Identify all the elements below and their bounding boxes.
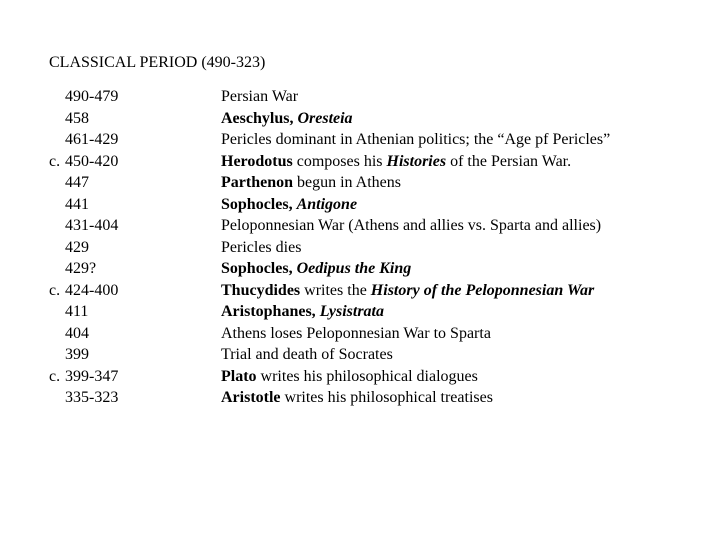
date-value: 458: [65, 109, 89, 127]
date-prefix: c.: [49, 367, 61, 385]
date-value: 429?: [65, 260, 97, 277]
timeline-event: [221, 237, 301, 259]
event-text: Aeschylus,: [221, 109, 298, 127]
event-text: composes his: [292, 152, 387, 170]
timeline-row: [0, 151, 720, 173]
timeline-event: [221, 258, 411, 280]
timeline-date: [49, 280, 139, 302]
date-value: 441: [65, 195, 89, 213]
timeline-row: [0, 280, 720, 302]
event-text: Antigone: [296, 195, 358, 213]
timeline-date: [49, 86, 139, 108]
event-text: Trial and death of Socrates: [221, 346, 393, 363]
event-text: Persian War: [221, 88, 299, 105]
timeline-event: [221, 215, 601, 237]
timeline-date: [49, 151, 139, 173]
event-text: begun in Athens: [293, 174, 401, 191]
event-text: Oedipus the King: [296, 260, 412, 277]
event-text: Pericles dominant in Athenian politics; the “Age pf Pericles”: [221, 131, 611, 148]
timeline-date: [49, 108, 139, 130]
timeline-row: [0, 129, 720, 151]
date-value: 431-404: [65, 217, 119, 234]
timeline-event: [221, 280, 594, 302]
date-value: 399-347: [65, 367, 119, 385]
timeline-date: [49, 301, 139, 323]
event-text: of the Persian War.: [446, 152, 572, 170]
timeline-date: [49, 258, 139, 280]
event-text: Plato: [221, 367, 257, 385]
date-value: 335-323: [65, 389, 119, 406]
timeline-event: [221, 129, 610, 151]
timeline-event: [221, 387, 493, 409]
timeline-row: [0, 237, 720, 259]
timeline-event: [221, 194, 357, 216]
timeline-row: [0, 344, 720, 366]
timeline-row: [0, 387, 720, 409]
timeline-row: [0, 258, 720, 280]
timeline-row: [0, 323, 720, 345]
timeline-date: [49, 366, 139, 388]
event-text: Aristotle: [221, 389, 281, 406]
timeline-date: [49, 215, 139, 237]
event-text: writes the: [300, 281, 371, 299]
timeline-event: [221, 366, 478, 388]
timeline-event: [221, 172, 401, 194]
timeline-row: [0, 215, 720, 237]
date-value: 424-400: [65, 281, 119, 299]
timeline-event: [221, 301, 384, 323]
timeline-date: [49, 129, 139, 151]
timeline-list: [0, 86, 720, 409]
date-value: 404: [65, 324, 89, 342]
date-value: 429: [65, 238, 89, 256]
event-text: Oresteia: [297, 109, 353, 127]
date-value: 447: [65, 174, 89, 191]
event-text: History of the Peloponnesian War: [370, 281, 595, 299]
timeline-event: [221, 344, 393, 366]
timeline-event: [221, 151, 571, 173]
timeline-date: [49, 387, 139, 409]
timeline-row: [0, 108, 720, 130]
timeline-row: [0, 86, 720, 108]
date-prefix: c.: [49, 152, 61, 170]
date-value: 399: [65, 346, 89, 363]
event-text: Histories: [386, 152, 447, 170]
timeline-date: [49, 172, 139, 194]
date-prefix: c.: [49, 281, 61, 299]
event-text: Aristophanes,: [221, 303, 320, 320]
timeline-row: [0, 172, 720, 194]
date-value: 450-420: [65, 152, 119, 170]
event-text: Pericles dies: [221, 238, 302, 256]
date-value: 490-479: [65, 88, 119, 105]
timeline-row: [0, 366, 720, 388]
event-text: Athens loses Peloponnesian War to Sparta: [221, 324, 491, 342]
timeline-event: [221, 323, 491, 345]
page-title: CLASSICAL PERIOD (490-323): [49, 54, 266, 71]
event-text: Lysistrata: [319, 303, 384, 320]
event-text: writes his philosophical dialogues: [256, 367, 478, 385]
date-value: 461-429: [65, 131, 119, 148]
event-text: Sophocles,: [221, 195, 297, 213]
event-text: Thucydides: [221, 281, 301, 299]
event-text: Parthenon: [221, 174, 293, 191]
timeline-row: [0, 194, 720, 216]
event-text: writes his philosophical treatises: [280, 389, 493, 406]
event-text: Herodotus: [221, 152, 293, 170]
timeline-date: [49, 323, 139, 345]
timeline-event: [221, 86, 298, 108]
date-value: 411: [65, 303, 89, 320]
timeline-date: [49, 194, 139, 216]
timeline-date: [49, 344, 139, 366]
timeline-row: [0, 301, 720, 323]
timeline-event: [221, 108, 353, 130]
timeline-date: [49, 237, 139, 259]
event-text: Peloponnesian War (Athens and allies vs. Sparta and allies): [221, 217, 602, 234]
event-text: Sophocles,: [221, 260, 297, 277]
